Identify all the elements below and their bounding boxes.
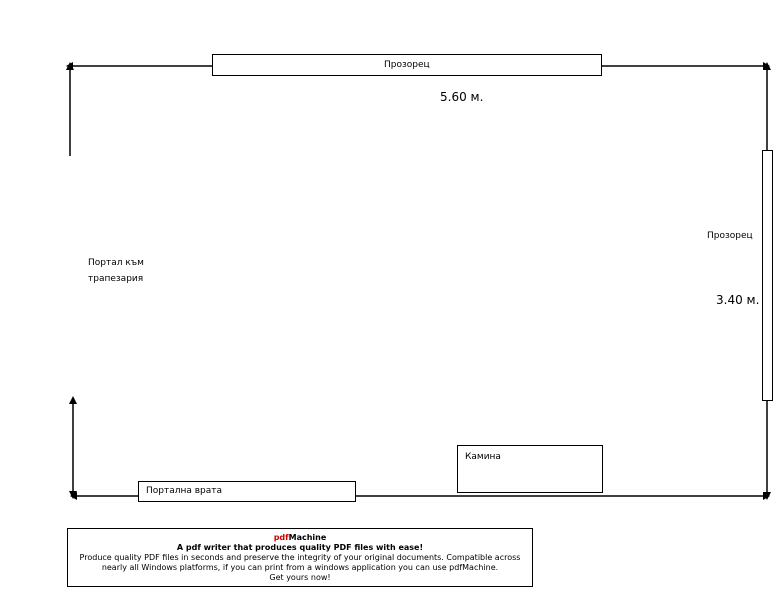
height-dimension: 3.40 м. bbox=[716, 293, 760, 307]
banner-line2: nearly all Windows platforms, if you can print from a windows application you can use pdfMachine. bbox=[101, 563, 499, 572]
banner-line1: Produce quality PDF files in seconds and preserve the integrity of your original documents. Compatible across bbox=[79, 553, 521, 562]
portal-label-line1: Портал към bbox=[88, 258, 144, 268]
banner-cta[interactable]: Get yours now! bbox=[269, 573, 331, 582]
top-window-label: Прозорец bbox=[384, 60, 430, 70]
front-door-label: Портална врата bbox=[146, 486, 223, 496]
right-window bbox=[762, 150, 773, 401]
banner-brand bbox=[68, 533, 532, 543]
portal-label-line2: трапезария bbox=[88, 274, 144, 284]
banner-brand-pdf: pdf bbox=[273, 533, 289, 542]
banner-tagline: A pdf writer that produces quality PDF files with ease! bbox=[176, 543, 424, 552]
right-window-label: Прозорец bbox=[707, 231, 753, 241]
fireplace-label: Камина bbox=[465, 452, 501, 462]
pdfmachine-banner bbox=[67, 528, 533, 587]
left-wall-lower-top-arrow bbox=[69, 396, 77, 404]
banner-brand-machine: Machine bbox=[288, 533, 327, 542]
width-dimension: 5.60 м. bbox=[440, 90, 484, 104]
